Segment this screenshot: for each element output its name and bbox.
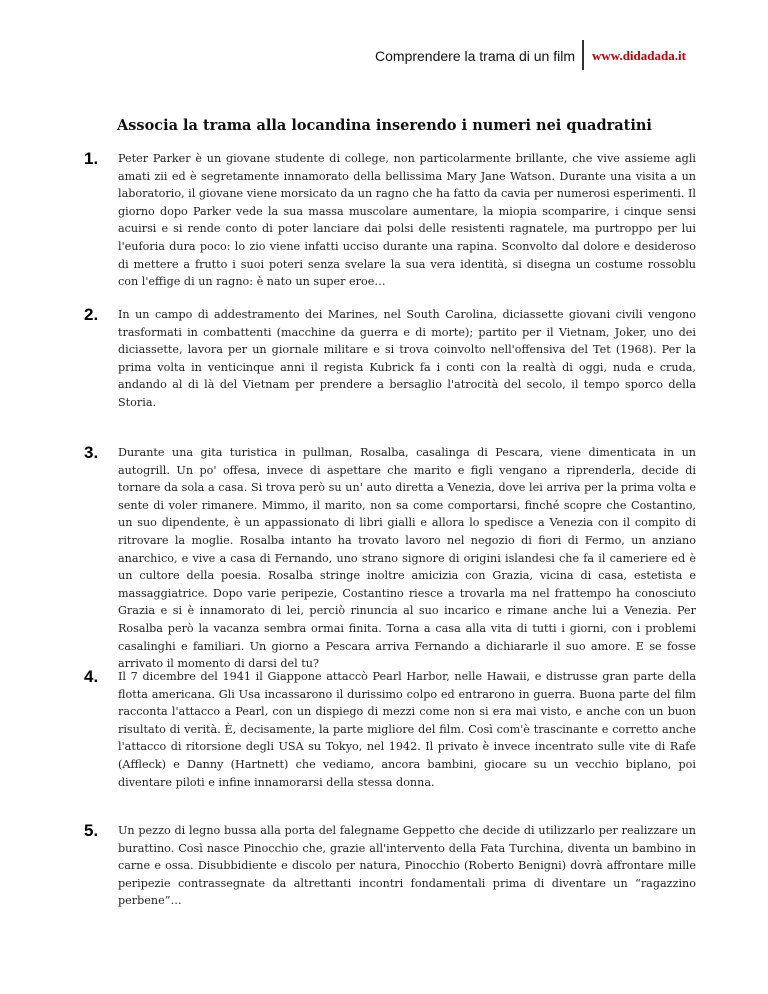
item-text: Un pezzo di legno bussa alla porta del falegname Geppetto che decide di utilizzarlo per realizzare un burattino. Così nasce Pinocchio che, grazie all'intervento della Fata Turchina, diventa un bambino in carne e ossa. Disubbidiente e discolo per natura, Pinocchio (Roberto Benigni) dovrà affrontare mille peripezie contrassegnate da altrettanti incontri fondamentali prima di diventare un “ragazzino perbene”… [118, 824, 696, 908]
item-text: Durante una gita turistica in pullman, Rosalba, casalinga di Pescara, viene dimenticata in un autogrill. Un po' offesa, invece di aspettare che marito e figli vengano a riprenderla, decide di tornare da sola a casa. Si trova però su un' auto diretta a Venezia, dove lei arriva per la prima volta e sente di voler rimanere. Mimmo, il marito, non sa come comportarsi, finché scopre che Costantino, un suo dipendente, è un appassionato di libri gialli e allora lo spedisce a Venezia con il compito di ritrovare la moglie. Rosalba intanto ha trovato lavoro nel negozio di fiori di Fermo, un anziano anarchico, e vive a casa di Fernando, uno strano signore di origini islandesi che fa il cameriere ed è un cultore della poesia. Rosalba stringe inoltre amicizia con Grazia, vicina di casa, estetista e massaggiatrice. Dopo varie peripezie, Costantino riesce a trovarla ma nel frattempo ha conosciuto Grazia e si è innamorato di lei, perciò rinuncia al suo incarico e rimane anche lui a Venezia. Per Rosalba però la vacanza sembra ormai finita. Torna a casa alla vita di tutti i giorni, con i problemi casalinghi e familiari. Un giorno a Pescara arriva Fernando a dichiararle il suo amore. E se fosse arrivato il momento di darsi del tu? [118, 446, 696, 671]
header-title: Comprendere la trama di un film [375, 48, 575, 64]
plot-item [84, 822, 696, 910]
plot-item [84, 668, 696, 791]
plot-item [84, 150, 696, 291]
item-number: 3. [84, 443, 99, 462]
header-site-link[interactable]: www.didadada.it [592, 48, 686, 63]
item-text: Peter Parker è un giovane studente di college, non particolarmente brillante, che vive assieme agli amati zii ed è segretamente innamorato della bellissima Mary Jane Watson. Durante una visita a un laboratorio, il giovane viene morsicato da un ragno che ha fatto da cavia per numerosi esperimenti. Il giorno dopo Parker vede la sua massa muscolare aumentare, la miopia scomparire, i cinque sensi acuirsi e si rende conto di poter lanciare dai polsi delle resistenti ragnatele, ma purtroppo per lui l'euforia dura poco: lo zio viene infatti ucciso durante una rapina. Sconvolto dal dolore e desideroso di mettere a frutto i suoi poteri senza svelare la sua vera identità, si disegna un costume rossoblu con l'effige di un ragno: è nato un super eroe… [118, 152, 696, 289]
page-header [0, 40, 768, 70]
item-number: 2. [84, 305, 99, 324]
item-number: 1. [84, 149, 99, 168]
item-number: 4. [84, 667, 99, 686]
plot-item [84, 306, 696, 412]
item-number: 5. [84, 821, 99, 840]
document-title: Associa la trama alla locandina inserendo i numeri nei quadratini [117, 117, 652, 134]
item-text: Il 7 dicembre del 1941 il Giappone attaccò Pearl Harbor, nelle Hawaii, e distrusse gran parte della flotta americana. Gli Usa incassarono il durissimo colpo ed entrarono in guerra. Buona parte del film racconta l'attacco a Pearl, con un dispiego di mezzi come non si era mai visto, e anche con un buon risultato di verità. È, decisamente, la parte migliore del film. Così com'è trascinante e corretto anche l'attacco di ritorsione degli USA su Tokyo, nel 1942. Il privato è invece incentrato sulle vite di Rafe (Affleck) e Danny (Hartnett) che vediamo, ancora bambini, giocare su un vecchio biplano, poi diventare piloti e infine innamorarsi della stessa donna. [118, 670, 696, 789]
item-text: In un campo di addestramento dei Marines, nel South Carolina, diciassette giovani civili vengono trasformati in combattenti (macchine da guerra e di morte); partito per il Vietnam, Joker, uno dei diciassette, lavora per un giornale militare e si trova coinvolto nell'offensiva del Tet (1968). Per la prima volta in venticinque anni il regista Kubrick fa i conti con la realtà di oggi, nuda e cruda, andando al di là del Vietnam per prendere a bersaglio l'atrocità del secolo, il tempo sporco della Storia. [118, 308, 696, 409]
plot-item [84, 444, 696, 673]
header-divider [582, 40, 584, 70]
